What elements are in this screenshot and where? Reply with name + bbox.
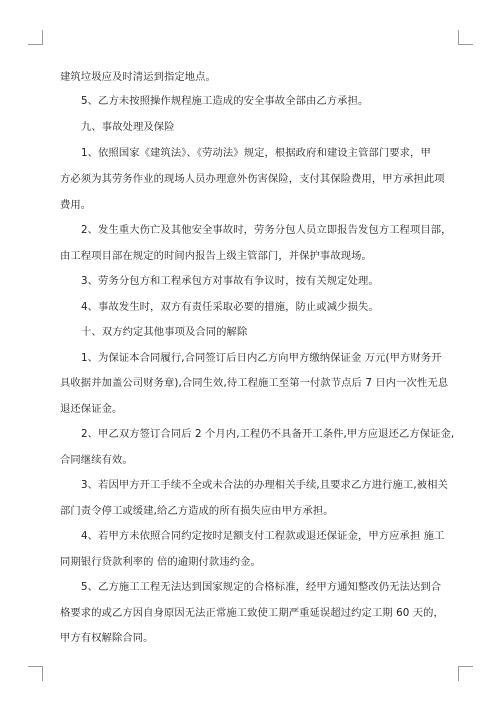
text-line: 同期银行贷款利率的 倍的逾期付款违约金。 — [60, 556, 261, 568]
text-line: 建筑垃圾应及时清运到指定地点。 — [60, 71, 216, 83]
text-line: 格要求的或乙方因自身原因无法正常施工致使工期严重延误超过约定工期 60 天的， — [60, 607, 444, 619]
text-line: 合同继续有效。 — [60, 454, 133, 466]
text-line: 3、若因甲方开工手续不全或未合法的办理相关手续,且要求乙方进行施工,被相关 — [81, 479, 448, 491]
crop-mark-bottom-left — [28, 666, 43, 681]
text-line: 部门责令停工或缓建,给乙方造成的所有损失应由甲方承担。 — [60, 505, 334, 517]
text-line: 5、乙方施工工程无法达到国家规定的合格标准，经甲方通知整改仍无法达到合 — [81, 581, 442, 593]
text-line: 具收据并加盖公司财务章),合同生效,待工程施工至第一付款节点后 7 日内一次性无息 — [60, 377, 449, 389]
text-line: 5、乙方未按照操作规程施工造成的安全事故全部由乙方承担。 — [81, 95, 369, 107]
text-line: 4、若甲方未依照合同约定按时足额支付工程款或退还保证金，甲方应承担 施工 — [81, 530, 445, 542]
text-line: 1、为保证本合同履行,合同签订后日内乙方向甲方缴纳保证金 万元(甲方财务开 — [81, 352, 442, 364]
crop-mark-top-left — [28, 30, 43, 45]
section-heading: 九、事故处理及保险 — [81, 121, 175, 133]
text-line: 1、依照国家《建筑法》、《劳动法》规定，根据政府和建设主管部门要求，甲 — [81, 147, 431, 159]
text-line: 4、事故发生时，双方有责任采取必要的措施，防止或减少损失。 — [81, 301, 379, 313]
text-line: 退还保证金。 — [60, 403, 123, 415]
text-line: 2、甲乙双方签订合同后 2 个月内,工程仍不具备开工条件,甲方应退还乙方保证金, — [81, 428, 455, 440]
text-line: 甲方有权解除合同。 — [60, 632, 154, 644]
text-line: 由工程项目部在规定的时间内报告上级主管部门，并保护事故现场。 — [60, 250, 372, 262]
text-line: 3、劳务分包方和工程承包方对事故有争议时，按有关规定处理。 — [81, 275, 379, 287]
section-heading: 十、双方约定其他事项及合同的解除 — [81, 326, 248, 338]
text-line: 2、发生重大伤亡及其他安全事故时，劳务分包人员立即报告发包方工程项目部， — [81, 224, 452, 236]
crop-mark-top-right — [458, 30, 473, 45]
crop-mark-bottom-right — [458, 666, 473, 681]
text-line: 费用。 — [60, 199, 92, 211]
text-line: 方必须为其劳务作业的现场人员办理意外伤害保险，支付其保险费用，甲方承担此项 — [60, 173, 445, 185]
